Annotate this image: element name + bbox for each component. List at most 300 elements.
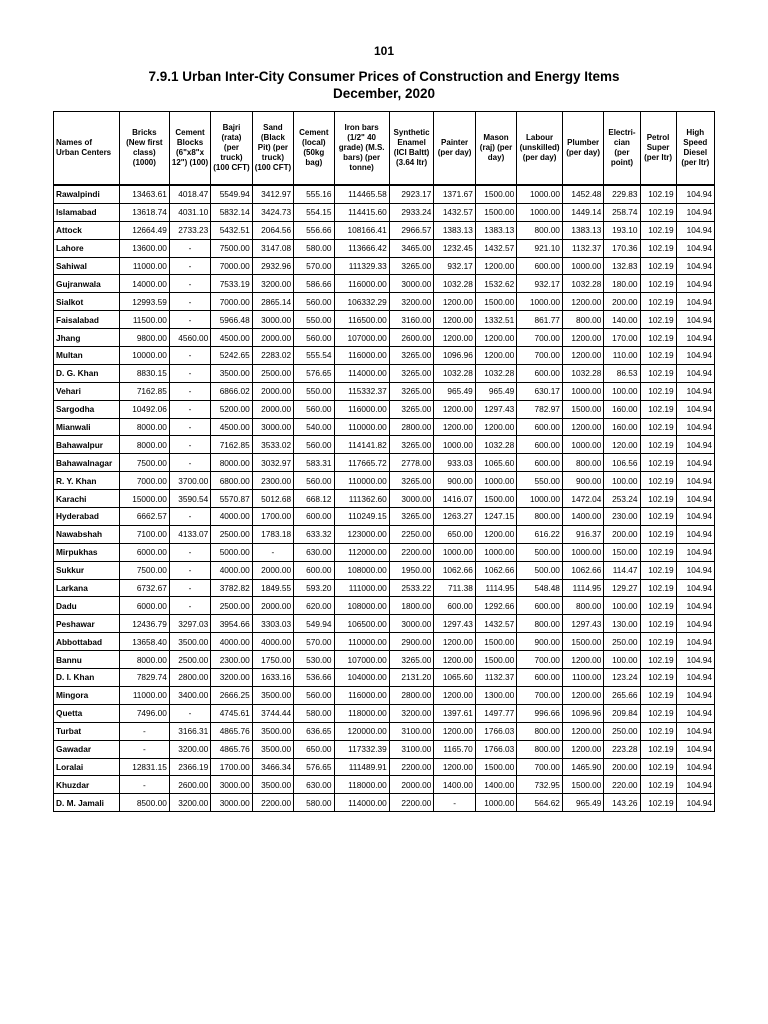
price-cell: 3200.00 <box>389 293 434 311</box>
price-cell: 104.94 <box>676 543 714 561</box>
price-cell: 107000.00 <box>334 329 389 347</box>
column-header: Cement Blocks (6"x8"x 12") (100) <box>169 112 210 186</box>
price-cell: - <box>169 579 210 597</box>
price-cell: 116000.00 <box>334 400 389 418</box>
city-name-cell: Abbottabad <box>54 633 120 651</box>
table-body <box>54 185 715 812</box>
city-name-cell: Nawabshah <box>54 525 120 543</box>
price-cell: 600.00 <box>517 418 563 436</box>
price-cell: 965.49 <box>475 382 516 400</box>
price-cell: 11000.00 <box>119 257 169 275</box>
table-row <box>54 418 715 436</box>
price-cell: 1500.00 <box>562 400 603 418</box>
price-cell: 116000.00 <box>334 275 389 293</box>
price-cell: 102.19 <box>640 651 676 669</box>
price-cell: 1500.00 <box>475 490 516 508</box>
price-cell: 104.94 <box>676 508 714 526</box>
price-cell: 116000.00 <box>334 686 389 704</box>
price-cell: 3160.00 <box>389 311 434 329</box>
price-cell: 13658.40 <box>119 633 169 651</box>
price-cell: 3265.00 <box>389 472 434 490</box>
table-row <box>54 203 715 221</box>
price-cell: 1200.00 <box>475 418 516 436</box>
price-cell: 1200.00 <box>475 329 516 347</box>
city-name-cell: Turbat <box>54 722 120 740</box>
price-cell: 711.38 <box>434 579 475 597</box>
price-cell: 104.94 <box>676 364 714 382</box>
price-cell: 102.19 <box>640 472 676 490</box>
price-cell: 3000.00 <box>389 275 434 293</box>
price-cell: 111489.91 <box>334 758 389 776</box>
price-cell: 700.00 <box>517 651 563 669</box>
price-cell: 1297.43 <box>434 615 475 633</box>
price-cell: 1200.00 <box>562 329 603 347</box>
column-header: Synthetic Enamel (ICI Baltt) (3.64 ltr) <box>389 112 434 186</box>
price-cell: 3200.00 <box>211 669 252 687</box>
price-cell: 560.00 <box>294 686 334 704</box>
price-cell: 1383.13 <box>562 221 603 239</box>
price-cell: 3500.00 <box>252 722 293 740</box>
price-cell: 104.94 <box>676 776 714 794</box>
price-cell: 1400.00 <box>562 508 603 526</box>
column-header: Electri-cian (per point) <box>604 112 640 186</box>
city-name-cell: Gawadar <box>54 740 120 758</box>
price-cell: 1500.00 <box>475 651 516 669</box>
price-cell: 102.19 <box>640 203 676 221</box>
price-cell: 1500.00 <box>475 293 516 311</box>
price-cell: 104.94 <box>676 722 714 740</box>
price-cell: 3000.00 <box>211 776 252 794</box>
price-cell: 1397.61 <box>434 704 475 722</box>
price-cell: 86.53 <box>604 364 640 382</box>
price-cell: 800.00 <box>517 615 563 633</box>
price-cell: 5012.68 <box>252 490 293 508</box>
header-row <box>54 112 715 186</box>
price-cell: 500.00 <box>517 543 563 561</box>
table-row <box>54 329 715 347</box>
price-cell: 1383.13 <box>434 221 475 239</box>
price-cell: 8000.00 <box>119 651 169 669</box>
price-cell: 104.94 <box>676 185 714 203</box>
price-cell: - <box>252 543 293 561</box>
price-cell: 933.03 <box>434 454 475 472</box>
price-cell: 10000.00 <box>119 347 169 365</box>
price-cell: 3265.00 <box>389 651 434 669</box>
price-cell: 104.94 <box>676 561 714 579</box>
city-name-cell: Quetta <box>54 704 120 722</box>
price-cell: 600.00 <box>517 436 563 454</box>
price-cell: 1114.95 <box>562 579 603 597</box>
price-cell: 3000.00 <box>252 418 293 436</box>
column-header: Painter (per day) <box>434 112 475 186</box>
price-cell: 1500.00 <box>475 758 516 776</box>
price-cell: 2000.00 <box>252 329 293 347</box>
price-cell: 1432.57 <box>475 615 516 633</box>
price-cell: 104.94 <box>676 257 714 275</box>
price-cell: 250.00 <box>604 633 640 651</box>
column-header: Petrol Super (per ltr) <box>640 112 676 186</box>
city-name-cell: Bahawalpur <box>54 436 120 454</box>
price-cell: 104.94 <box>676 275 714 293</box>
price-cell: 104.94 <box>676 221 714 239</box>
price-cell: 1000.00 <box>562 257 603 275</box>
price-cell: 2300.00 <box>252 472 293 490</box>
price-cell: 6000.00 <box>119 597 169 615</box>
price-cell: 116000.00 <box>334 347 389 365</box>
price-cell: 4000.00 <box>252 633 293 651</box>
price-cell: 104.94 <box>676 740 714 758</box>
column-header: Plumber (per day) <box>562 112 603 186</box>
price-cell: 4500.00 <box>211 418 252 436</box>
price-cell: 114000.00 <box>334 794 389 812</box>
price-cell: 1114.95 <box>475 579 516 597</box>
price-cell: 2933.24 <box>389 203 434 221</box>
price-cell: 12664.49 <box>119 221 169 239</box>
price-cell: 1032.28 <box>475 364 516 382</box>
price-cell: 1432.57 <box>475 239 516 257</box>
price-cell: - <box>169 454 210 472</box>
price-cell: 112000.00 <box>334 543 389 561</box>
price-cell: 1032.28 <box>434 275 475 293</box>
price-cell: 1132.37 <box>475 669 516 687</box>
price-cell: 1032.28 <box>434 364 475 382</box>
price-cell: 102.19 <box>640 418 676 436</box>
price-cell: 220.00 <box>604 776 640 794</box>
price-cell: 4865.76 <box>211 722 252 740</box>
price-cell: 600.00 <box>294 561 334 579</box>
table-row <box>54 490 715 508</box>
price-cell: 1500.00 <box>475 203 516 221</box>
price-cell: 1200.00 <box>475 347 516 365</box>
price-cell: 102.19 <box>640 525 676 543</box>
price-cell: 140.00 <box>604 311 640 329</box>
price-cell: 1332.51 <box>475 311 516 329</box>
city-name-cell: Bahawalnagar <box>54 454 120 472</box>
price-cell: 108166.41 <box>334 221 389 239</box>
city-name-cell: Multan <box>54 347 120 365</box>
city-name-cell: Khuzdar <box>54 776 120 794</box>
price-cell: 3303.03 <box>252 615 293 633</box>
price-cell: 3100.00 <box>389 740 434 758</box>
price-cell: 1497.77 <box>475 704 516 722</box>
price-cell: 200.00 <box>604 525 640 543</box>
price-cell: 576.65 <box>294 758 334 776</box>
price-cell: 209.84 <box>604 704 640 722</box>
price-cell: 2778.00 <box>389 454 434 472</box>
price-cell: 932.17 <box>434 257 475 275</box>
price-cell: 1200.00 <box>434 293 475 311</box>
price-cell: 104.94 <box>676 651 714 669</box>
price-cell: 900.00 <box>517 633 563 651</box>
price-cell: 600.00 <box>517 669 563 687</box>
price-cell: 7000.00 <box>211 257 252 275</box>
price-cell: 8830.15 <box>119 364 169 382</box>
column-header: Cement (local) (50kg bag) <box>294 112 334 186</box>
price-cell: 1700.00 <box>211 758 252 776</box>
table-row <box>54 311 715 329</box>
price-cell: 223.28 <box>604 740 640 758</box>
price-cell: 230.00 <box>604 508 640 526</box>
price-cell: 2800.00 <box>389 418 434 436</box>
price-cell: 560.00 <box>294 472 334 490</box>
price-cell: 102.19 <box>640 400 676 418</box>
price-cell: 229.83 <box>604 185 640 203</box>
price-cell: 560.00 <box>294 329 334 347</box>
table-row <box>54 579 715 597</box>
price-cell: 1849.55 <box>252 579 293 597</box>
price-cell: 2000.00 <box>252 561 293 579</box>
price-cell: 1950.00 <box>389 561 434 579</box>
price-cell: - <box>169 382 210 400</box>
title-line-1: 7.9.1 Urban Inter-City Consumer Prices of Construction and Energy Items <box>148 69 620 84</box>
price-cell: - <box>169 436 210 454</box>
price-cell: 580.00 <box>294 704 334 722</box>
price-cell: 1200.00 <box>475 257 516 275</box>
price-cell: 2733.23 <box>169 221 210 239</box>
price-cell: 556.66 <box>294 221 334 239</box>
title-line-2: December, 2020 <box>332 86 436 101</box>
price-cell: 1400.00 <box>434 776 475 794</box>
price-cell: 1800.00 <box>389 597 434 615</box>
price-cell: 3265.00 <box>389 257 434 275</box>
column-header: Labour (unskilled) (per day) <box>517 112 563 186</box>
price-cell: 1200.00 <box>562 418 603 436</box>
price-cell: 3265.00 <box>389 364 434 382</box>
price-cell: 8500.00 <box>119 794 169 812</box>
price-cell: 616.22 <box>517 525 563 543</box>
price-cell: 800.00 <box>562 597 603 615</box>
price-cell: 3533.02 <box>252 436 293 454</box>
price-cell: 1096.96 <box>562 704 603 722</box>
price-cell: 253.24 <box>604 490 640 508</box>
price-cell: 3166.31 <box>169 722 210 740</box>
price-cell: 548.48 <box>517 579 563 597</box>
price-cell: - <box>119 740 169 758</box>
table-row <box>54 615 715 633</box>
price-cell: - <box>169 293 210 311</box>
price-cell: 3265.00 <box>389 400 434 418</box>
price-cell: 102.19 <box>640 508 676 526</box>
table-row <box>54 776 715 794</box>
price-cell: 2500.00 <box>211 597 252 615</box>
page-title <box>0 68 768 102</box>
price-cell: 540.00 <box>294 418 334 436</box>
city-name-cell: Karachi <box>54 490 120 508</box>
price-cell: 104.94 <box>676 454 714 472</box>
column-header: Bricks (New first class) (1000) <box>119 112 169 186</box>
table-row <box>54 704 715 722</box>
page-number: 101 <box>373 44 395 58</box>
price-cell: 102.19 <box>640 615 676 633</box>
price-cell: 3954.66 <box>211 615 252 633</box>
price-cell: 11500.00 <box>119 311 169 329</box>
table-row <box>54 794 715 812</box>
price-cell: 555.54 <box>294 347 334 365</box>
price-cell: 3000.00 <box>389 615 434 633</box>
city-name-cell: Sahiwal <box>54 257 120 275</box>
price-cell: 1000.00 <box>475 794 516 812</box>
price-cell: 104.94 <box>676 347 714 365</box>
column-header: Sand (Black Pit) (per truck) (100 CFT) <box>252 112 293 186</box>
price-cell: 113666.42 <box>334 239 389 257</box>
price-cell: 200.00 <box>604 758 640 776</box>
price-cell: 732.95 <box>517 776 563 794</box>
price-cell: 170.00 <box>604 329 640 347</box>
price-cell: 921.10 <box>517 239 563 257</box>
price-cell: 129.27 <box>604 579 640 597</box>
price-cell: 580.00 <box>294 794 334 812</box>
price-cell: 7000.00 <box>119 472 169 490</box>
price-cell: 800.00 <box>517 722 563 740</box>
price-cell: 7829.74 <box>119 669 169 687</box>
price-cell: 900.00 <box>434 472 475 490</box>
price-cell: 1200.00 <box>562 651 603 669</box>
price-cell: 2131.20 <box>389 669 434 687</box>
price-cell: 1200.00 <box>475 525 516 543</box>
price-cell: 1465.90 <box>562 758 603 776</box>
price-cell: - <box>434 794 475 812</box>
price-cell: 4560.00 <box>169 329 210 347</box>
price-cell: - <box>169 561 210 579</box>
price-cell: 104.94 <box>676 293 714 311</box>
price-cell: 500.00 <box>517 561 563 579</box>
price-cell: 668.12 <box>294 490 334 508</box>
price-cell: 782.97 <box>517 400 563 418</box>
price-cell: 1000.00 <box>517 203 563 221</box>
price-cell: 800.00 <box>562 454 603 472</box>
price-cell: 108000.00 <box>334 597 389 615</box>
price-cell: 4031.10 <box>169 203 210 221</box>
price-cell: 2800.00 <box>389 686 434 704</box>
price-cell: 104.94 <box>676 615 714 633</box>
price-cell: 111362.60 <box>334 490 389 508</box>
price-cell: 102.19 <box>640 257 676 275</box>
price-cell: 2500.00 <box>252 364 293 382</box>
price-cell: 3465.00 <box>389 239 434 257</box>
price-cell: 7500.00 <box>211 239 252 257</box>
price-cell: 2300.00 <box>211 651 252 669</box>
price-cell: 104.94 <box>676 525 714 543</box>
city-name-cell: Loralai <box>54 758 120 776</box>
price-cell: 965.49 <box>434 382 475 400</box>
price-cell: 118000.00 <box>334 704 389 722</box>
price-cell: 564.62 <box>517 794 563 812</box>
price-cell: 104.94 <box>676 686 714 704</box>
price-cell: 2200.00 <box>389 794 434 812</box>
price-cell: 3590.54 <box>169 490 210 508</box>
price-cell: 1383.13 <box>475 221 516 239</box>
price-cell: 11000.00 <box>119 686 169 704</box>
price-cell: 1292.66 <box>475 597 516 615</box>
price-cell: 1000.00 <box>562 382 603 400</box>
column-header: Bajri (rata) (per truck) (100 CFT) <box>211 112 252 186</box>
price-cell: 916.37 <box>562 525 603 543</box>
city-name-cell: Rawalpindi <box>54 185 120 203</box>
price-cell: 1096.96 <box>434 347 475 365</box>
price-cell: 6800.00 <box>211 472 252 490</box>
price-cell: 700.00 <box>517 329 563 347</box>
price-cell: 1416.07 <box>434 490 475 508</box>
price-cell: 3200.00 <box>389 704 434 722</box>
price-cell: 1062.66 <box>475 561 516 579</box>
price-cell: 600.00 <box>517 597 563 615</box>
price-cell: 12993.59 <box>119 293 169 311</box>
price-cell: 1200.00 <box>562 347 603 365</box>
price-cell: 120000.00 <box>334 722 389 740</box>
price-cell: 8000.00 <box>119 418 169 436</box>
city-name-cell: R. Y. Khan <box>54 472 120 490</box>
price-cell: 104.94 <box>676 633 714 651</box>
price-cell: 7496.00 <box>119 704 169 722</box>
price-cell: 630.00 <box>294 776 334 794</box>
price-cell: 12831.15 <box>119 758 169 776</box>
price-cell: 1500.00 <box>475 633 516 651</box>
price-cell: 5549.94 <box>211 185 252 203</box>
city-name-cell: Larkana <box>54 579 120 597</box>
price-cell: 110000.00 <box>334 418 389 436</box>
price-cell: 600.00 <box>434 597 475 615</box>
price-cell: 3200.00 <box>169 740 210 758</box>
price-cell: 1500.00 <box>562 776 603 794</box>
price-cell: 115332.37 <box>334 382 389 400</box>
city-name-cell: Sialkot <box>54 293 120 311</box>
price-cell: 1132.37 <box>562 239 603 257</box>
price-cell: 110000.00 <box>334 472 389 490</box>
price-cell: 123.24 <box>604 669 640 687</box>
price-cell: 6732.67 <box>119 579 169 597</box>
price-cell: 102.19 <box>640 794 676 812</box>
price-cell: 3400.00 <box>169 686 210 704</box>
price-cell: - <box>169 704 210 722</box>
price-cell: 1062.66 <box>562 561 603 579</box>
price-cell: 3782.82 <box>211 579 252 597</box>
price-cell: 554.15 <box>294 203 334 221</box>
price-cell: 1200.00 <box>434 329 475 347</box>
price-cell: 4000.00 <box>211 561 252 579</box>
price-cell: 1300.00 <box>475 686 516 704</box>
column-header: Names of Urban Centers <box>54 112 120 186</box>
price-cell: 700.00 <box>517 758 563 776</box>
price-cell: 3265.00 <box>389 436 434 454</box>
price-cell: - <box>169 364 210 382</box>
price-cell: 160.00 <box>604 418 640 436</box>
price-cell: 1000.00 <box>434 543 475 561</box>
price-cell: 3466.34 <box>252 758 293 776</box>
price-cell: 104.94 <box>676 472 714 490</box>
price-cell: 3424.73 <box>252 203 293 221</box>
price-cell: 4000.00 <box>211 633 252 651</box>
price-cell: - <box>119 776 169 794</box>
price-cell: 600.00 <box>294 508 334 526</box>
price-cell: 3147.08 <box>252 239 293 257</box>
price-cell: 2283.02 <box>252 347 293 365</box>
city-name-cell: Vehari <box>54 382 120 400</box>
price-cell: 2000.00 <box>252 400 293 418</box>
price-cell: 102.19 <box>640 722 676 740</box>
price-cell: 2900.00 <box>389 633 434 651</box>
city-name-cell: Dadu <box>54 597 120 615</box>
price-cell: 1000.00 <box>475 472 516 490</box>
table-row <box>54 561 715 579</box>
city-name-cell: Sargodha <box>54 400 120 418</box>
price-cell: 1472.04 <box>562 490 603 508</box>
price-cell: 3265.00 <box>389 508 434 526</box>
price-cell: 104.94 <box>676 579 714 597</box>
price-cell: 2000.00 <box>252 382 293 400</box>
price-cell: 560.00 <box>294 436 334 454</box>
price-cell: 102.19 <box>640 561 676 579</box>
price-cell: 3500.00 <box>252 686 293 704</box>
